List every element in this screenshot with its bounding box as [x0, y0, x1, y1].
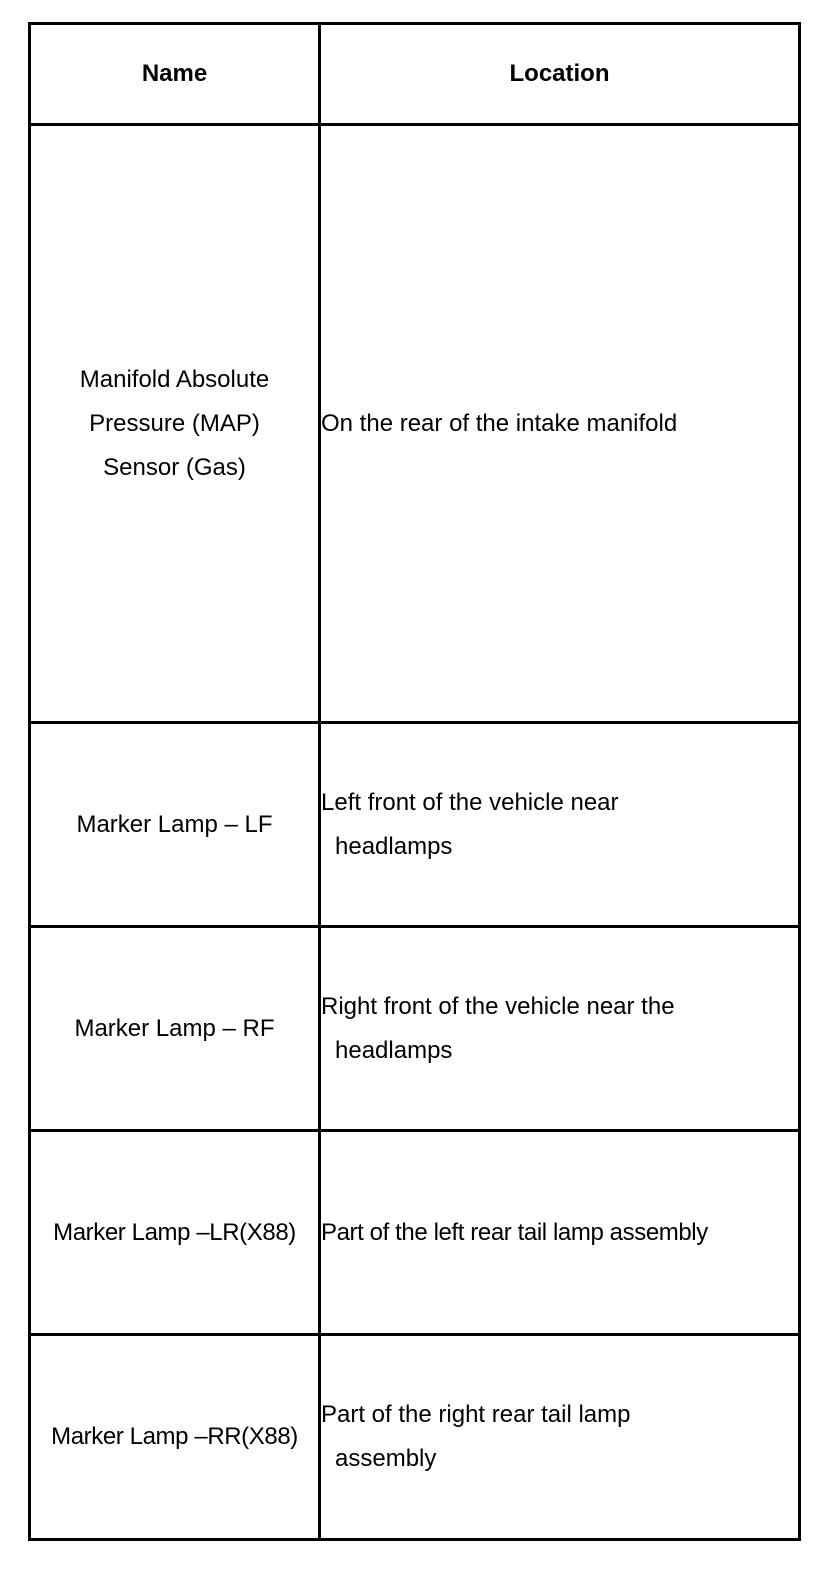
- row-location-line: headlamps: [335, 832, 453, 860]
- row-location-line: assembly: [335, 1445, 437, 1472]
- row-location-cell: [320, 1131, 800, 1335]
- row-name-cell: Marker Lamp –LR(X88): [30, 1131, 320, 1335]
- row-location-cell: [320, 1335, 800, 1540]
- header-location: Location: [320, 24, 800, 125]
- table-row: [30, 1131, 800, 1335]
- row-location-cell: [320, 723, 800, 927]
- table-row: [30, 125, 800, 723]
- location-table: [28, 22, 801, 1541]
- row-name-cell: Marker Lamp – LF: [30, 723, 320, 927]
- row-name-line: Manifold Absolute: [79, 365, 270, 393]
- row-location-cell: [320, 927, 800, 1131]
- row-name-cell: Marker Lamp – RF: [30, 927, 320, 1131]
- row-location-line: Part of the left rear tail lamp assembly: [321, 1218, 708, 1246]
- row-name-line: Sensor (Gas): [103, 453, 246, 481]
- row-location-line: Part of the right rear tail lamp: [321, 1401, 631, 1428]
- row-location-cell: [320, 125, 800, 723]
- row-location-line: headlamps: [335, 1036, 453, 1064]
- row-location-line: Left front of the vehicle near: [321, 788, 619, 816]
- row-location-line: Right front of the vehicle near the: [321, 992, 675, 1020]
- header-row: [30, 24, 800, 125]
- table-header: [30, 24, 800, 125]
- row-name-cell: Marker Lamp –RR(X88): [30, 1335, 320, 1540]
- row-location-line: On the rear of the intake manifold: [321, 409, 678, 437]
- row-name-line: Pressure (MAP): [89, 409, 260, 437]
- table-row: [30, 1335, 800, 1540]
- table-row: [30, 723, 800, 927]
- header-name: Name: [30, 24, 320, 125]
- table-row: [30, 927, 800, 1131]
- row-name-cell: [30, 125, 320, 723]
- table-body: [30, 125, 800, 1540]
